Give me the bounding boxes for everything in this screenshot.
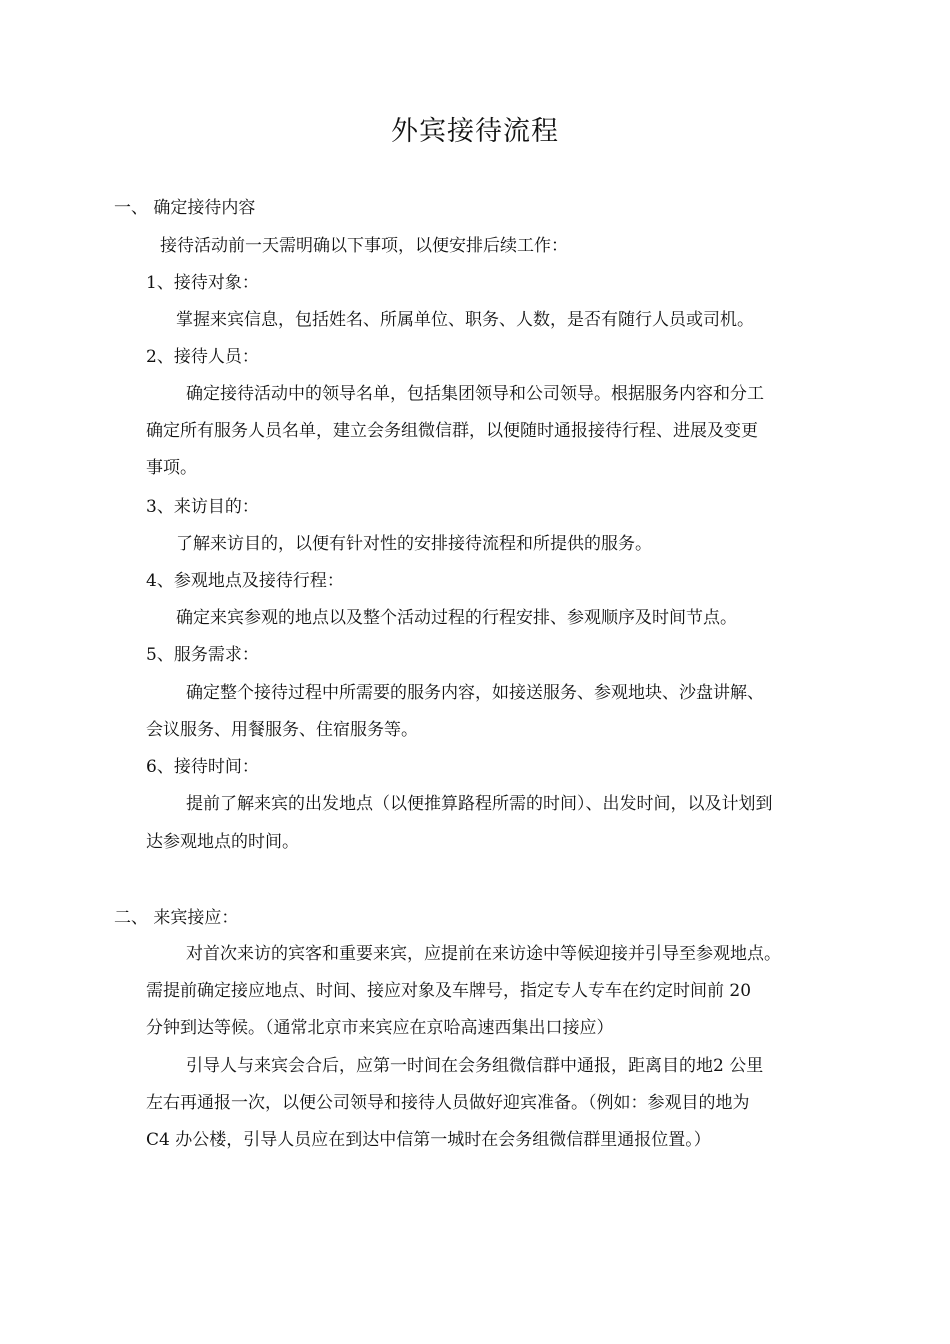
item-1-label: 1、接待对象：: [146, 273, 259, 293]
section-2-para-2-line-1: 引导人与来宾会合后，应第一时间在会务组微信群中通报，距离目的地2 公里: [186, 1056, 764, 1076]
item-3-label: 3、来访目的：: [146, 497, 259, 517]
document-title: 外宾接待流程: [391, 116, 559, 147]
item-4-text: 确定来宾参观的地点以及整个活动过程的行程安排、参观顺序及时间节点。: [176, 608, 737, 628]
item-6-label: 6、接待时间：: [146, 757, 259, 777]
section-2-para-1-line-2: 需提前确定接应地点、时间、接应对象及车牌号，指定专人专车在约定时间前 20: [146, 981, 752, 1001]
item-5-text-line-2: 会议服务、用餐服务、住宿服务等。: [146, 720, 418, 740]
item-2-text-line-3: 事项。: [146, 458, 197, 478]
item-5-text-line-1: 确定整个接待过程中所需要的服务内容，如接送服务、参观地块、沙盘讲解、: [186, 683, 764, 703]
item-6-text-line-2: 达参观地点的时间。: [146, 832, 299, 852]
section-2-para-2-line-3: C4 办公楼，引导人员应在到达中信第一城时在会务组微信群里通报位置。）: [146, 1130, 711, 1150]
item-2-label: 2、接待人员：: [146, 347, 259, 367]
item-5-label: 5、服务需求：: [146, 645, 259, 665]
item-4-label: 4、参观地点及接待行程：: [146, 571, 344, 591]
item-2-text-line-1: 确定接待活动中的领导名单，包括集团领导和公司领导。根据服务内容和分工: [186, 384, 764, 404]
section-1-heading: 一、 确定接待内容: [114, 198, 256, 218]
section-1-intro: 接待活动前一天需明确以下事项，以便安排后续工作：: [160, 236, 568, 256]
section-2-para-1-line-1: 对首次来访的宾客和重要来宾，应提前在来访途中等候迎接并引导至参观地点。: [186, 944, 781, 964]
item-6-text-line-1: 提前了解来宾的出发地点（以便推算路程所需的时间）、出发时间，以及计划到: [186, 794, 773, 814]
section-2-heading: 二、 来宾接应：: [114, 908, 239, 928]
section-2-para-2-line-2: 左右再通报一次，以便公司领导和接待人员做好迎宾准备。（例如：参观目的地为: [146, 1093, 750, 1113]
item-2-text-line-2: 确定所有服务人员名单，建立会务组微信群，以便随时通报接待行程、进展及变更: [146, 421, 758, 441]
item-3-text: 了解来访目的，以便有针对性的安排接待流程和所提供的服务。: [176, 534, 652, 554]
item-1-text: 掌握来宾信息，包括姓名、所属单位、职务、人数，是否有随行人员或司机。: [176, 310, 754, 330]
section-2-para-1-line-3: 分钟到达等候。（通常北京市来宾应在京哈高速西集出口接应）: [146, 1018, 614, 1038]
